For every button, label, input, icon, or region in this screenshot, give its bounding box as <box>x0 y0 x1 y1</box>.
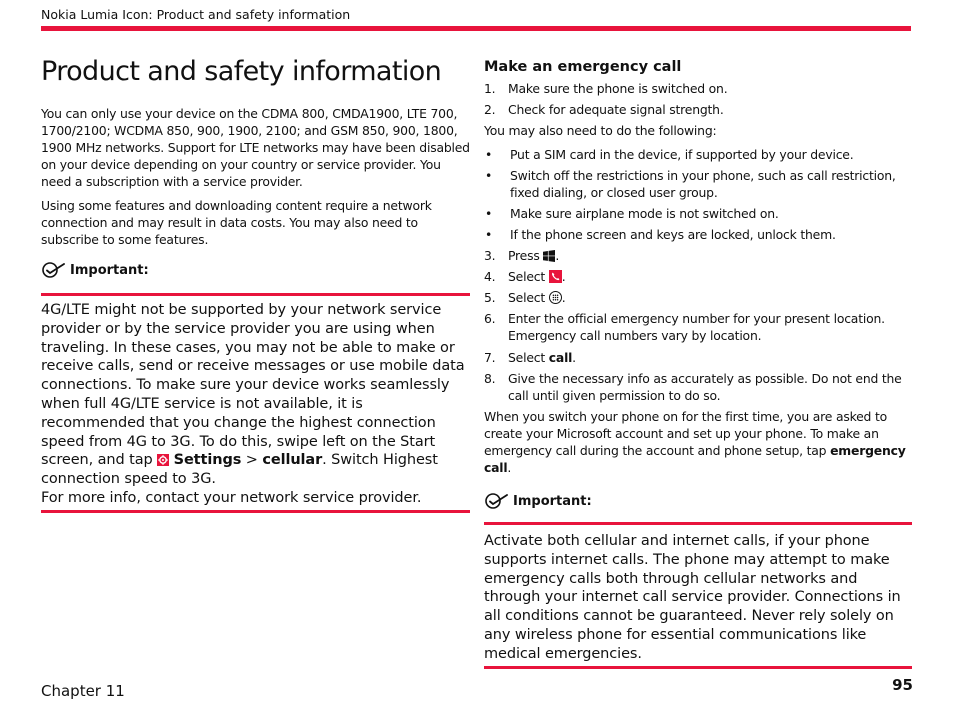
step-enter-number: 6. Enter the official emergency number for your present location. Emergency call numbers vary by location. <box>484 311 885 343</box>
step-select-phone: 4. Select . <box>484 269 566 284</box>
page-title: Product and safety information <box>41 56 442 87</box>
data-costs-paragraph: Using some features and downloading content require a network connection and may result in data costs. You may also need to subscribe to some features. <box>41 198 432 247</box>
step-item: 2. Check for adequate signal strength. <box>484 102 724 117</box>
list-item: • Switch off the restrictions in your phone, such as call restriction, fixed dialing, or closed user group. <box>485 168 896 200</box>
note-top-rule <box>484 522 912 525</box>
keypad-icon <box>549 291 562 304</box>
list-item: • Put a SIM card in the device, if supported by your device. <box>485 147 854 162</box>
section-title: Make an emergency call <box>484 59 682 75</box>
path-separator: > <box>241 452 263 469</box>
important-icon <box>484 492 508 510</box>
also-text: You may also need to do the following: <box>484 123 717 138</box>
list-item: • Make sure airplane mode is not switched on. <box>485 206 779 221</box>
note-bottom-rule <box>41 510 470 513</box>
lte-note <box>41 301 470 508</box>
important-heading <box>484 492 912 510</box>
windows-start-icon <box>543 250 555 262</box>
lte-note-text-end: . Switch Highest connection speed to 3G. <box>41 452 438 488</box>
emergency-note: Activate both cellular and internet calls, if your phone supports internet calls. The phone may attempt to make emergency calls both through cellular networks and through your internet call service provider. Connections in all conditions cannot be guaranteed. Never rely solely on any wireless phone for essential communications like medical emergencies. <box>484 533 901 662</box>
page-number: 95 <box>892 676 913 694</box>
settings-label: Settings <box>173 452 242 469</box>
right-column <box>484 58 912 669</box>
first-time-paragraph: When you switch your phone on for the first time, you are asked to create your Microsoft account and set up your phone. To make an emergency call during the account and phone setup, tap emergency call. <box>484 409 906 475</box>
network-support-paragraph: You can only use your device on the CDMA 800, CMDA1900, LTE 700, 1700/2100; WCDMA 850, 900, 1900, 2100; and GSM 850, 900, 1800, 1900 MHz networks. Support for LTE networks may have been disabled on your device depending on your country or service provider. You need a subscription with a service provider. <box>41 106 470 189</box>
important-label: Important: <box>70 262 149 278</box>
chapter-label: Chapter 11 <box>41 682 125 700</box>
lte-note-text: 4G/LTE might not be supported by your network service provider or by the service provider you are using when traveling. In these cases, you may not be able to make or receive calls, send or receive messages or use mobile data connections. To make sure your device works seamlessly when full 4G/LTE service is not available, it is recommended that you change the highest connection speed from 4G to 3G. To do this, swipe left on the Start screen, and tap <box>41 302 465 469</box>
step-item: 1. Make sure the phone is switched on. <box>484 81 728 96</box>
note-top-rule <box>41 293 470 296</box>
phone-icon <box>549 270 562 283</box>
step-select-call: 7. Select call. <box>484 350 576 365</box>
important-heading <box>41 261 470 279</box>
step-give-info: 8. Give the necessary info as accurately as possible. Do not end the call until given permission to do so. <box>484 371 902 403</box>
cellular-label: cellular <box>262 452 323 469</box>
step-select-keypad: 5. Select . <box>484 290 566 305</box>
important-icon <box>41 261 65 279</box>
contact-provider-text: For more info, contact your network service provider. <box>41 489 422 506</box>
top-rule <box>41 26 911 31</box>
left-column <box>41 56 470 513</box>
step-press-start: 3. Press . <box>484 248 560 263</box>
note-bottom-rule <box>484 666 912 669</box>
list-item: • If the phone screen and keys are locked, unlock them. <box>485 227 836 242</box>
settings-gear-icon <box>157 454 169 466</box>
running-header: Nokia Lumia Icon: Product and safety information <box>41 7 351 22</box>
important-label: Important: <box>513 493 592 509</box>
